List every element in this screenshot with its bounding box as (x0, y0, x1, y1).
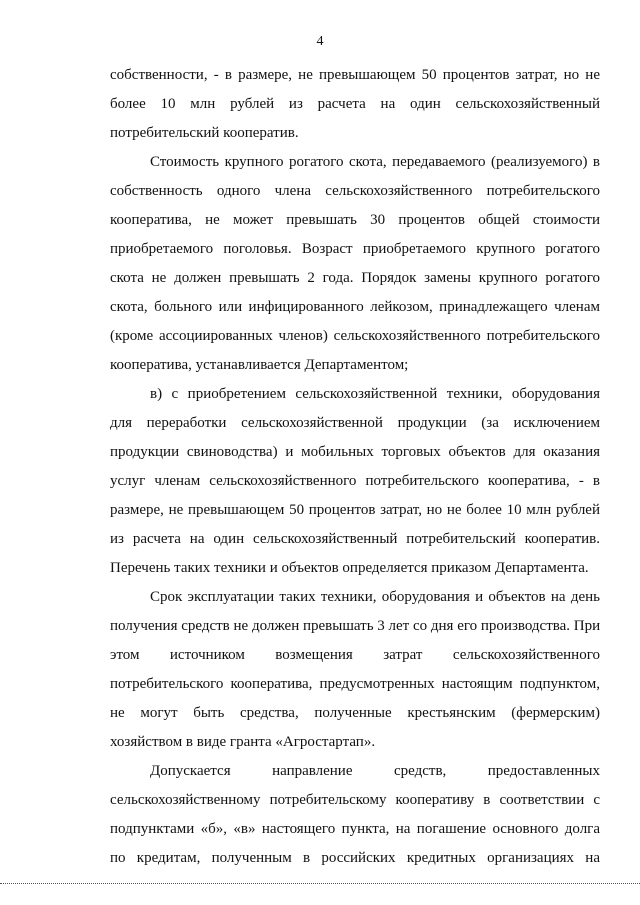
page-number: 4 (316, 34, 324, 49)
text-line: собственность одного члена сельскохозяйственного потребительского (110, 183, 600, 199)
text-line: более 10 млн рублей из расчета на один сельскохозяйственный (110, 96, 600, 112)
text-line: кооператива, устанавливается Департаментом; (110, 357, 409, 373)
text-line: получения средств не должен превышать 3 лет со дня его производства. При (110, 618, 601, 634)
text-line: подпунктами «б», «в» настоящего пункта, на погашение основного долга (110, 821, 600, 837)
text-line: потребительский кооператив. (110, 125, 299, 141)
text-line: потребительского кооператива, предусмотренных настоящим подпунктом, (110, 676, 600, 692)
text-line: (кроме ассоциированных членов) сельскохозяйственного потребительского (110, 328, 600, 344)
text-line: сельскохозяйственному потребительскому кооперативу в соответствии с (110, 792, 600, 808)
text-line: приобретаемого поголовья. Возраст приобретаемого крупного рогатого (110, 241, 600, 257)
text-line: этом источником возмещения затрат сельскохозяйственного (110, 647, 600, 663)
text-line: по кредитам, полученным в российских кредитных организациях на (110, 850, 600, 866)
footer-divider (0, 883, 640, 884)
text-line: Стоимость крупного рогатого скота, передаваемого (реализуемого) в (150, 154, 600, 170)
text-line: скота не должен превышать 2 года. Порядок замены крупного рогатого (110, 270, 600, 286)
text-line: Допускается направление средств, предоставленных (150, 763, 600, 779)
text-line: не могут быть средства, полученные крестьянским (фермерским) (110, 705, 600, 721)
text-line: из расчета на один сельскохозяйственный потребительский кооператив. (110, 531, 600, 547)
text-line: хозяйством в виде гранта «Агростартап». (110, 734, 376, 750)
text-line: для переработки сельскохозяйственной продукции (за исключением (110, 415, 600, 431)
text-line: скота, больного или инфицированного лейкозом, принадлежащего членам (110, 299, 600, 315)
text-line: размере, не превышающем 50 процентов затрат, но не более 10 млн рублей (110, 502, 600, 518)
text-line: Срок эксплуатации таких техники, оборудования и объектов на день (150, 589, 600, 605)
text-line: в) с приобретением сельскохозяйственной техники, оборудования (150, 386, 600, 402)
text-line: Перечень таких техники и объектов определяется приказом Департамента. (110, 560, 589, 576)
text-line: кооператива, не может превышать 30 процентов общей стоимости (110, 212, 600, 228)
text-line: услуг членам сельскохозяйственного потребительского кооператива, - в (110, 473, 600, 489)
text-line: продукции свиноводства) и мобильных торговых объектов для оказания (110, 444, 600, 460)
text-line: собственности, - в размере, не превышающем 50 процентов затрат, но не (110, 67, 600, 83)
